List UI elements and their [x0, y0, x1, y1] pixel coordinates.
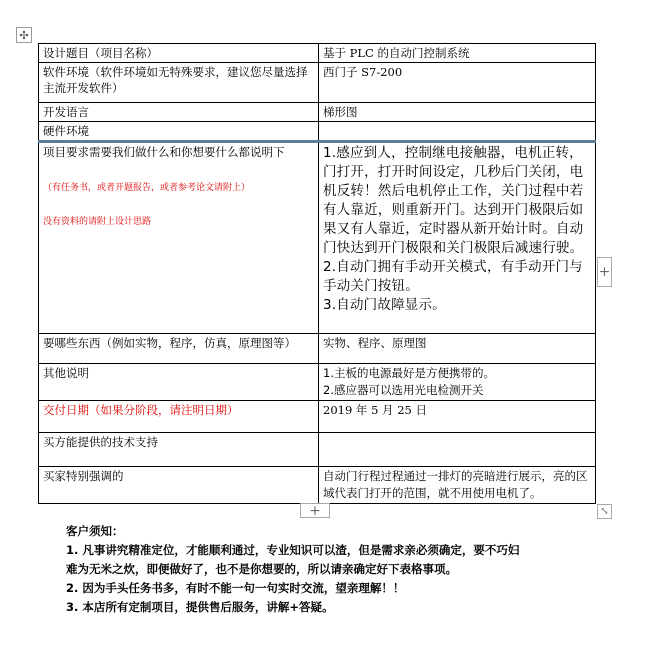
row-label-deliverables: 要哪些东西（例如实物，程序，仿真，原理图等）	[39, 334, 319, 364]
row-label-requirements	[39, 142, 319, 334]
row-label-deadline: 交付日期（如果分阶段，请注明日期）	[39, 401, 319, 433]
row-value-requirements[interactable]	[319, 142, 596, 334]
row-value-other[interactable]	[319, 364, 596, 401]
add-row-icon[interactable]: +	[300, 503, 330, 518]
row-label-tech-support: 买方能提供的技术支持	[39, 433, 319, 467]
row-value-hardware-env[interactable]	[319, 122, 596, 142]
row-value-emphasis[interactable]: 自动门行程过程通过一排灯的亮暗进行展示，亮的区域代表门打开的范围，就不用使用电机了。	[319, 467, 596, 504]
row-label-title: 设计题目（项目名称）	[39, 44, 319, 63]
add-column-icon[interactable]: +	[597, 257, 612, 287]
customer-notice	[66, 522, 586, 617]
requirement-line-2: 2.自动门拥有手动开关模式，有手动开门与手动关门按钮。	[323, 259, 583, 294]
notice-title: 客户须知：	[66, 524, 124, 538]
table-row	[39, 142, 596, 334]
requirements-table	[38, 43, 596, 504]
requirement-line-1: 1.感应到人，控制继电接触器，电机正转，门打开，打开时间设定，几秒后门关闭，电机反转！然后电机停止工作，关门过程中若有人靠近，则重新开门。达到开门极限后如果又有人靠近，定时器从新开始计时。自动门快达到开门极限和关门极限后减速行驶。	[323, 145, 584, 256]
row-value-deliverables[interactable]: 实物、程序、原理图	[319, 334, 596, 364]
table-row	[39, 63, 596, 103]
table-row	[39, 103, 596, 122]
table-row	[39, 364, 596, 401]
notice-line-2: 难为无米之炊，即便做好了，也不是你想要的，所以请亲确定好下表格事项。	[66, 562, 457, 576]
requirements-note-design: 没有资料的请附上设计思路	[43, 217, 152, 227]
row-label-emphasis: 买家特别强调的	[39, 467, 319, 504]
row-label-other: 其他说明	[39, 364, 319, 401]
table-move-handle-icon[interactable]: ✣	[16, 27, 32, 43]
table-row	[39, 334, 596, 364]
row-value-language[interactable]: 梯形图	[319, 103, 596, 122]
table-row	[39, 401, 596, 433]
notice-line-4: 3. 本店所有定制项目，提供售后服务，讲解+答疑。	[66, 600, 334, 614]
row-value-tech-support[interactable]	[319, 433, 596, 467]
table-row	[39, 122, 596, 142]
table-resize-icon[interactable]: ⤡	[597, 504, 612, 519]
row-label-software-env: 软件环境（软件环境如无特殊要求，建议您尽量选择主流开发软件）	[39, 63, 319, 103]
row-label-language: 开发语言	[39, 103, 319, 122]
row-value-software-env[interactable]: 西门子 S7-200	[319, 63, 596, 103]
requirement-line-3: 3.自动门故障显示。	[323, 297, 446, 313]
table-row	[39, 433, 596, 467]
requirements-note-attachments: （有任务书，或者开题报告，或者参考论文请附上）	[43, 183, 251, 193]
row-label-hardware-env: 硬件环境	[39, 122, 319, 142]
notice-line-3: 2. 因为手头任务书多，有时不能一句一句实时交流，望亲理解！！	[66, 581, 405, 595]
requirements-label: 项目要求需要我们做什么和你想要什么都说明下	[43, 145, 285, 159]
table-row	[39, 44, 596, 63]
table-row	[39, 467, 596, 504]
row-value-title[interactable]: 基于 PLC 的自动门控制系统	[319, 44, 596, 63]
other-line-2: 2.感应器可以选用光电检测开关	[323, 383, 484, 397]
notice-line-1: 1. 凡事讲究精准定位，才能顺利通过，专业知识可以渣，但是需求亲必须确定，要不巧妇	[66, 543, 520, 557]
other-line-1: 1.主板的电源最好是方便携带的。	[323, 366, 495, 380]
row-value-deadline[interactable]: 2019 年 5 月 25 日	[319, 401, 596, 433]
